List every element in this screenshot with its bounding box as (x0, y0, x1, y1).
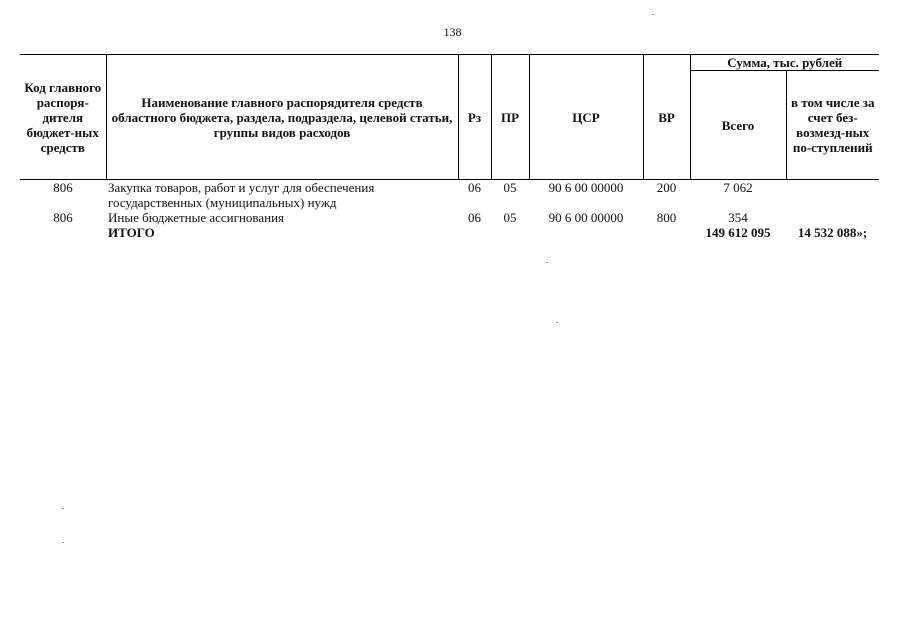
row-pr: 05 (503, 180, 517, 195)
totals-row (20, 225, 879, 240)
table-header (20, 55, 879, 180)
row-csr: 90 6 00 00000 (548, 180, 624, 195)
header-sum: Сумма, тыс. рублей (690, 55, 879, 71)
table-row (20, 180, 879, 211)
row-pr: 05 (503, 210, 517, 225)
header-vr: ВР (643, 55, 690, 180)
totals-total: 149 612 095 (705, 225, 771, 240)
scan-speck (62, 508, 64, 509)
header-extra: в том числе за счет без-возмезд-ных по-ступлений (786, 71, 879, 180)
header-code: Код главного распоря-дителя бюджет-ных средств (20, 55, 106, 180)
row-rz: 06 (468, 180, 481, 195)
table-row (20, 210, 879, 225)
scan-speck (546, 262, 548, 263)
page-number: 138 (443, 25, 462, 39)
row-csr: 90 6 00 00000 (548, 210, 624, 225)
row-vr: 800 (656, 210, 677, 225)
scan-speck (556, 322, 558, 323)
scan-speck (652, 14, 654, 15)
row-vr: 200 (656, 180, 677, 195)
row-total: 7 062 (723, 180, 753, 195)
scan-speck (62, 542, 64, 543)
budget-table (20, 54, 879, 240)
row-extra (786, 210, 879, 225)
header-name: Наименование главного распорядителя средств областного бюджета, раздела, подраздела, целевой статьи, группы видов расходов (106, 55, 458, 180)
row-code: 806 (53, 180, 73, 195)
totals-extra: 14 532 088»; (797, 225, 868, 240)
row-code: 806 (53, 210, 73, 225)
totals-label: ИТОГО (108, 225, 155, 240)
row-name: Закупка товаров, работ и услуг для обеспечения государственных (муниципальных) нужд (108, 180, 375, 210)
header-total: Всего (690, 71, 786, 180)
row-rz: 06 (468, 210, 481, 225)
row-extra (786, 180, 879, 211)
row-total: 354 (728, 210, 748, 225)
header-csr: ЦСР (529, 55, 643, 180)
row-name: Иные бюджетные ассигнования (108, 210, 285, 225)
header-rz: Рз (458, 55, 491, 180)
header-pr: ПР (491, 55, 529, 180)
